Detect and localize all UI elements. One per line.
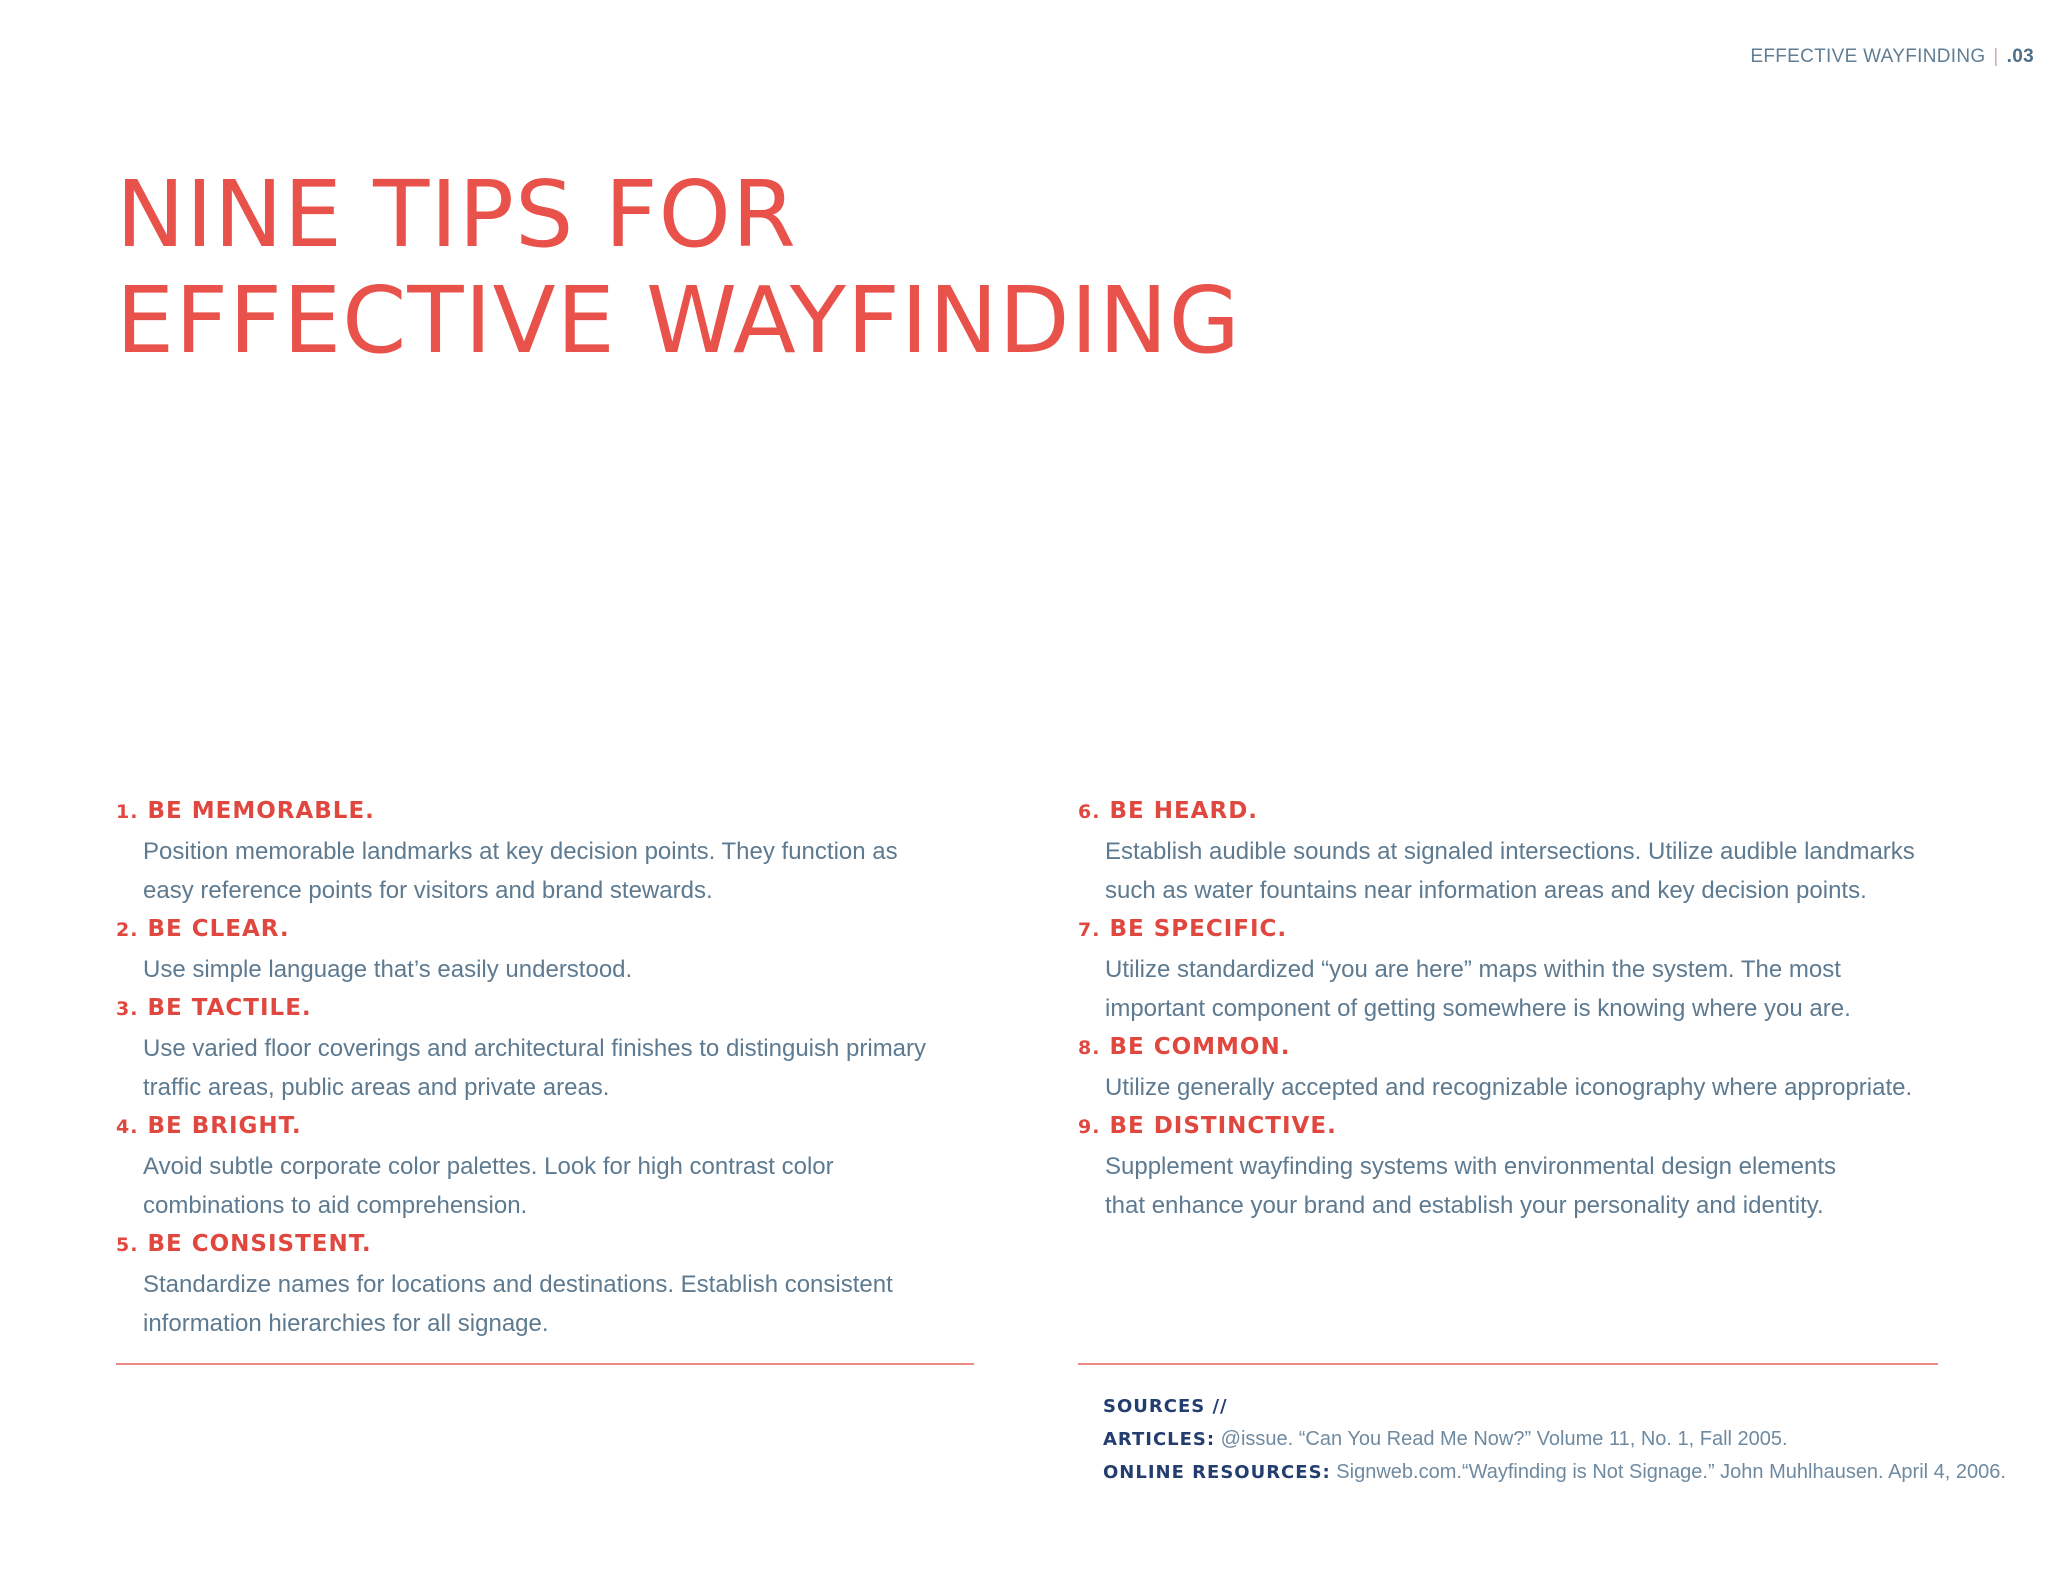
tip-text-line: Establish audible sounds at signaled intersections. Utilize audible landmarks — [1105, 838, 1915, 865]
tip-title: BE MEMORABLE. — [147, 798, 375, 824]
tip-title: BE CONSISTENT. — [147, 1231, 372, 1257]
tip-text-line: such as water fountains near information areas and key decision points. — [1105, 877, 1867, 904]
sources-online — [1103, 1456, 2006, 1489]
tip-number: 5. — [116, 1234, 139, 1256]
tip-2 — [116, 910, 976, 989]
tip-description — [1078, 1147, 1938, 1225]
divider-right — [1078, 1363, 1938, 1365]
tip-number: 1. — [116, 801, 139, 823]
tip-number: 7. — [1078, 919, 1101, 941]
tip-text-line: information hierarchies for all signage. — [143, 1310, 549, 1337]
tip-8 — [1078, 1028, 1938, 1107]
tip-heading — [1078, 1028, 1938, 1068]
online-resources-text: Signweb.com.“Wayfinding is Not Signage.” John Muhlhausen. April 4, 2006. — [1330, 1461, 2006, 1483]
running-header — [1750, 46, 2034, 68]
articles-text: @issue. “Can You Read Me Now?” Volume 11, No. 1, Fall 2005. — [1215, 1428, 1788, 1450]
sources-articles — [1103, 1423, 2006, 1456]
divider-left — [116, 1363, 974, 1365]
tip-text-line: Standardize names for locations and destinations. Establish consistent — [143, 1271, 893, 1298]
tip-text-line: Utilize generally accepted and recognizable iconography where appropriate. — [1105, 1074, 1913, 1101]
tip-text-line: Utilize standardized “you are here” maps within the system. The most — [1105, 956, 1841, 983]
tip-1 — [116, 792, 976, 910]
tip-heading — [116, 792, 976, 832]
tip-title: BE CLEAR. — [147, 916, 290, 942]
tip-description — [116, 950, 976, 989]
tip-text-line: Avoid subtle corporate color palettes. Look for high contrast color — [143, 1153, 834, 1180]
sources-heading-line — [1103, 1390, 2006, 1423]
articles-label: ARTICLES: — [1103, 1429, 1216, 1450]
tip-description — [1078, 950, 1938, 1028]
tip-number: 2. — [116, 919, 139, 941]
sources-heading: SOURCES // — [1103, 1396, 1228, 1417]
tip-text-line: Use simple language that’s easily understood. — [143, 956, 633, 983]
tip-title: BE BRIGHT. — [147, 1113, 302, 1139]
tip-heading — [1078, 792, 1938, 832]
page-title — [116, 162, 1241, 374]
tip-number: 9. — [1078, 1116, 1101, 1138]
header-separator: | — [1993, 46, 1999, 67]
sources-block — [1103, 1390, 2006, 1489]
tip-heading — [116, 910, 976, 950]
tip-heading — [1078, 910, 1938, 950]
tip-title: BE TACTILE. — [147, 995, 312, 1021]
tip-description — [1078, 832, 1938, 910]
tip-heading — [1078, 1107, 1938, 1147]
tip-9 — [1078, 1107, 1938, 1225]
tip-title: BE SPECIFIC. — [1109, 916, 1288, 942]
online-resources-label: ONLINE RESOURCES: — [1103, 1462, 1331, 1483]
title-line-1: NINE TIPS FOR — [116, 161, 797, 268]
tip-number: 3. — [116, 998, 139, 1020]
tip-description — [116, 832, 976, 910]
title-line-2: EFFECTIVE WAYFINDING — [116, 267, 1241, 374]
tip-title: BE HEARD. — [1109, 798, 1259, 824]
tip-text-line: Position memorable landmarks at key decision points. They function as — [143, 838, 898, 865]
page-number: .03 — [2006, 46, 2034, 67]
tip-5 — [116, 1225, 976, 1343]
tip-title: BE COMMON. — [1109, 1034, 1291, 1060]
tip-description — [116, 1147, 976, 1225]
tip-text-line: Use varied floor coverings and architectural finishes to distinguish primary — [143, 1035, 927, 1062]
tip-text-line: combinations to aid comprehension. — [143, 1192, 528, 1219]
section-name: EFFECTIVE WAYFINDING — [1750, 46, 1986, 67]
tip-number: 6. — [1078, 801, 1101, 823]
tip-text-line: Supplement wayfinding systems with environmental design elements — [1105, 1153, 1837, 1180]
tip-text-line: important component of getting somewhere is knowing where you are. — [1105, 995, 1851, 1022]
tip-text-line: easy reference points for visitors and brand stewards. — [143, 877, 713, 904]
tip-description — [116, 1029, 976, 1107]
tips-column-left — [116, 792, 976, 1343]
tip-7 — [1078, 910, 1938, 1028]
tip-number: 4. — [116, 1116, 139, 1138]
tip-text-line: traffic areas, public areas and private areas. — [143, 1074, 610, 1101]
tip-heading — [116, 1107, 976, 1147]
tip-description — [116, 1265, 976, 1343]
tip-description — [1078, 1068, 1938, 1107]
tip-text-line: that enhance your brand and establish your personality and identity. — [1105, 1192, 1824, 1219]
tip-6 — [1078, 792, 1938, 910]
tips-column-right — [1078, 792, 1938, 1225]
tip-3 — [116, 989, 976, 1107]
tip-heading — [116, 1225, 976, 1265]
tip-number: 8. — [1078, 1037, 1101, 1059]
tip-heading — [116, 989, 976, 1029]
tip-title: BE DISTINCTIVE. — [1109, 1113, 1337, 1139]
tip-4 — [116, 1107, 976, 1225]
